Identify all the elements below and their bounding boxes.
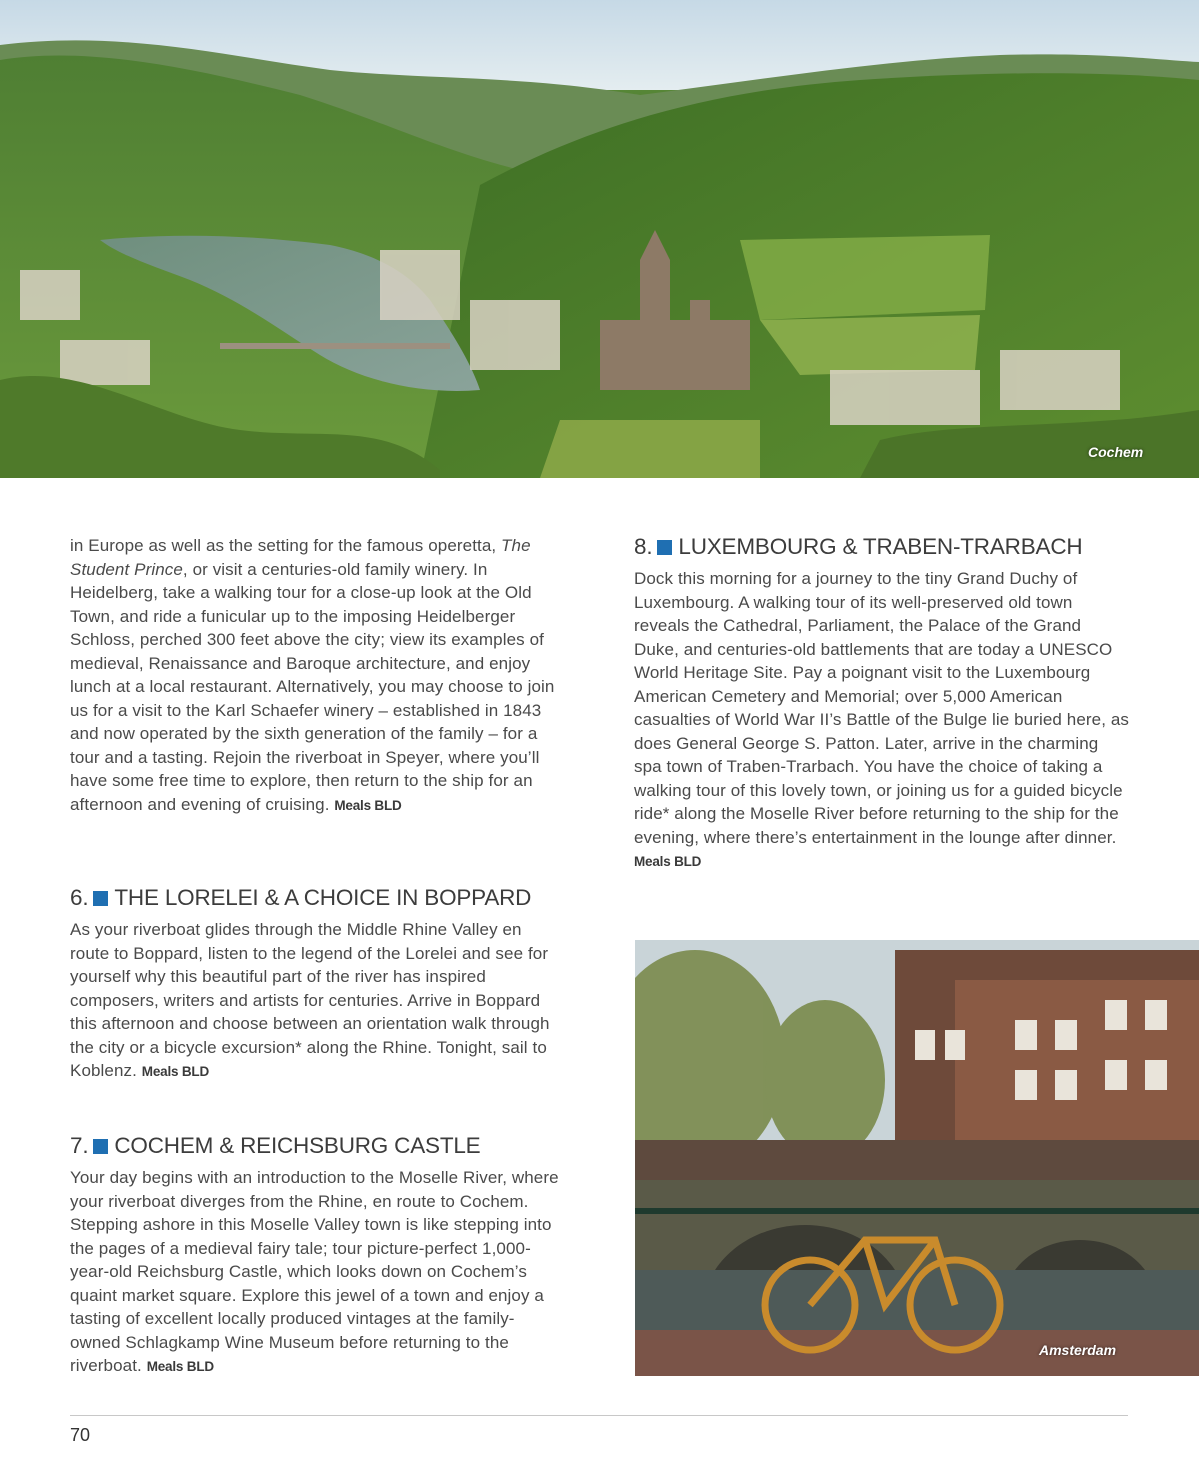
meals-label: Meals BLD	[334, 797, 402, 813]
intro-text-rest: , or visit a centuries-old family winery. In Heidelberg, take a walking tour for a close-up look at the Old Town, and ride a funicular up to the imposing Heidelberger Schloss, perched 300 feet above the city; view its examples of medieval, Renaissance and Baroque architecture, and enjoy lunch at a local restaurant. Alternatively, you may choose to join us for a visit to the Karl Schaefer winery – established in 1843 and now operated by the sixth generation of the family – for a tour and a tasting. Rejoin the riverboat in Speyer, where you’ll have some free time to explore, then return to the ship for an afternoon and evening of cruising.	[70, 559, 555, 814]
amsterdam-photo	[635, 940, 1199, 1376]
day-number: 7.	[70, 1133, 89, 1158]
blue-square-icon	[93, 1139, 108, 1154]
day-body-text: Your day begins with an introduction to the Moselle River, where your riverboat diverges from the Rhine, en route to Cochem. Stepping ashore in this Moselle Valley town is like stepping into the pages of a medieval fairy tale; tour picture-perfect 1,000-year-old Reichsburg Castle, which looks down on Cochem’s quaint market square. Explore this jewel of a town and enjoy a tasting of excellent locally produced vintages at the family-owned Schlagkamp Wine Museum before returning to the riverboat.	[70, 1168, 559, 1375]
intro-text-start: in Europe as well as the setting for the famous operetta,	[70, 536, 502, 555]
left-column	[70, 534, 560, 817]
blue-square-icon	[657, 540, 672, 555]
hero-photo-cochem	[0, 0, 1199, 478]
day8-body	[634, 567, 1130, 874]
day-body-text: As your riverboat glides through the Middle Rhine Valley en route to Boppard, listen to the legend of the Lorelei and see for yourself why this beautiful part of the river has inspired composers, writers and artists for centuries. Arrive in Boppard this afternoon and choose between an orientation walk through the city or a bicycle excursion* along the Rhine. Tonight, sail to Koblenz.	[70, 920, 550, 1080]
blue-square-icon	[93, 891, 108, 906]
day6-body	[70, 918, 560, 1084]
operetta-title: The Student Prince	[70, 536, 531, 579]
day-number: 6.	[70, 885, 89, 910]
page-number: 70	[70, 1425, 91, 1445]
day-title: THE LORELEI & A CHOICE IN BOPPARD	[114, 885, 532, 910]
day-title: COCHEM & REICHSBURG CASTLE	[114, 1133, 481, 1158]
amsterdam-canal-illustration	[635, 940, 1199, 1376]
day6-section	[70, 884, 560, 1084]
day6-heading	[70, 884, 560, 912]
hero-landscape-illustration	[0, 0, 1199, 478]
meals-label: Meals BLD	[634, 854, 702, 869]
day-body-text: Dock this morning for a journey to the tiny Grand Duchy of Luxembourg. A walking tour of its well-preserved old town reveals the Cathedral, Parliament, the Palace of the Grand Duke, and centuries-old battlements that are today a UNESCO World Heritage Site. Pay a poignant visit to the Luxembourg American Cemetery and Memorial; over 5,000 American casualties of World War II’s Battle of the Bulge lie buried here, as does General George S. Patton. Later, arrive in the charming spa town of Traben-Trarbach. You have the choice of taking a walking tour of this lovely town, or joining us for a guided bicycle ride* along the Moselle River before returning to the ship for the evening, where there’s entertainment in the lounge after dinner.	[634, 569, 1130, 847]
day8-heading	[634, 533, 1130, 561]
day7-heading	[70, 1132, 560, 1160]
day7-body	[70, 1166, 560, 1379]
day8-section	[634, 533, 1130, 874]
day-title: LUXEMBOURG & TRABEN-TRARBACH	[678, 534, 1083, 559]
day-number: 8.	[634, 534, 653, 559]
hero-caption: Cochem	[1088, 444, 1144, 460]
footer-divider	[70, 1415, 1128, 1416]
meals-label: Meals BLD	[146, 1359, 214, 1374]
intro-paragraph	[70, 534, 560, 817]
day7-section	[70, 1132, 560, 1379]
amsterdam-caption: Amsterdam	[1039, 1342, 1117, 1358]
meals-label: Meals BLD	[141, 1064, 210, 1079]
